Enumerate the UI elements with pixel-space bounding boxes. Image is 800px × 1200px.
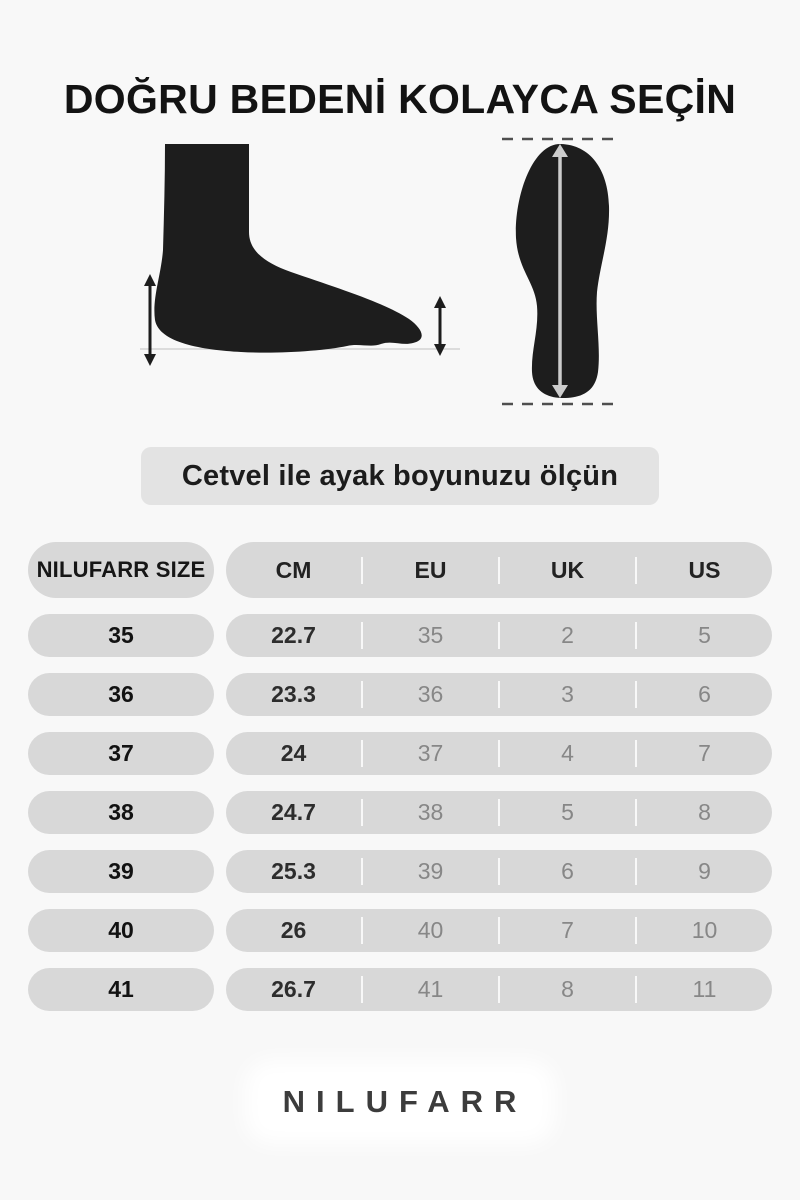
eu-cell: 41 xyxy=(363,976,500,1003)
foot-side-icon xyxy=(140,144,460,366)
size-value: 36 xyxy=(108,681,134,707)
units-block xyxy=(226,791,772,834)
units-block xyxy=(226,732,772,775)
brand-logo xyxy=(0,1078,800,1126)
cm-cell: 24.7 xyxy=(226,799,363,826)
size-cell xyxy=(28,909,214,952)
table-row xyxy=(28,850,772,893)
table-row xyxy=(28,673,772,716)
size-value: 41 xyxy=(108,976,134,1002)
uk-cell: 6 xyxy=(500,858,637,885)
table-row xyxy=(28,791,772,834)
cm-cell: 26 xyxy=(226,917,363,944)
size-cell xyxy=(28,968,214,1011)
header-size-cell xyxy=(28,542,214,598)
foot-sole-icon xyxy=(502,136,618,408)
page-title: DOĞRU BEDENİ KOLAYCA SEÇİN xyxy=(63,76,737,122)
units-block xyxy=(226,909,772,952)
brand-logo-text: NILUFARR xyxy=(263,1078,538,1126)
eu-cell: 40 xyxy=(363,917,500,944)
header-uk-cell: UK xyxy=(500,557,637,584)
header-units-block xyxy=(226,542,772,598)
eu-cell: 38 xyxy=(363,799,500,826)
uk-cell: 8 xyxy=(500,976,637,1003)
size-cell xyxy=(28,791,214,834)
us-cell: 8 xyxy=(698,799,711,825)
table-header-row xyxy=(28,542,772,598)
cm-cell: 23.3 xyxy=(226,681,363,708)
cm-cell: 25.3 xyxy=(226,858,363,885)
table-row xyxy=(28,614,772,657)
size-value: 37 xyxy=(108,740,134,766)
units-block xyxy=(226,850,772,893)
cm-cell: 26.7 xyxy=(226,976,363,1003)
units-block xyxy=(226,614,772,657)
units-block xyxy=(226,673,772,716)
size-cell xyxy=(28,850,214,893)
uk-cell: 5 xyxy=(500,799,637,826)
uk-cell: 3 xyxy=(500,681,637,708)
foot-sole-silhouette xyxy=(516,144,609,398)
us-cell: 7 xyxy=(698,740,711,766)
toe-height-arrow-icon xyxy=(434,296,446,356)
eu-cell: 37 xyxy=(363,740,500,767)
uk-cell: 4 xyxy=(500,740,637,767)
us-cell: 5 xyxy=(698,622,711,648)
instruction-banner xyxy=(141,447,659,505)
size-cell xyxy=(28,732,214,775)
size-cell xyxy=(28,673,214,716)
eu-cell: 35 xyxy=(363,622,500,649)
header-us-cell: US xyxy=(688,556,721,583)
header-size-label: NILUFARR SIZE xyxy=(36,557,206,582)
us-cell: 6 xyxy=(698,681,711,707)
size-value: 38 xyxy=(108,799,134,825)
heel-height-arrow-icon xyxy=(144,274,156,366)
us-cell: 9 xyxy=(698,858,711,884)
header-eu-cell: EU xyxy=(363,557,500,584)
header-cm-cell: CM xyxy=(226,557,363,584)
size-cell xyxy=(28,614,214,657)
cm-cell: 24 xyxy=(226,740,363,767)
instruction-banner-label: Cetvel ile ayak boyunuzu ölçün xyxy=(181,459,619,492)
units-block xyxy=(226,968,772,1011)
eu-cell: 36 xyxy=(363,681,500,708)
uk-cell: 2 xyxy=(500,622,637,649)
table-row xyxy=(28,968,772,1011)
table-row xyxy=(28,909,772,952)
size-value: 40 xyxy=(108,917,134,943)
uk-cell: 7 xyxy=(500,917,637,944)
table-row xyxy=(28,732,772,775)
cm-cell: 22.7 xyxy=(226,622,363,649)
size-value: 39 xyxy=(108,858,134,884)
eu-cell: 39 xyxy=(363,858,500,885)
foot-side-silhouette xyxy=(154,144,421,353)
size-value: 35 xyxy=(108,622,134,648)
us-cell: 11 xyxy=(692,976,717,1002)
us-cell: 10 xyxy=(691,917,718,943)
